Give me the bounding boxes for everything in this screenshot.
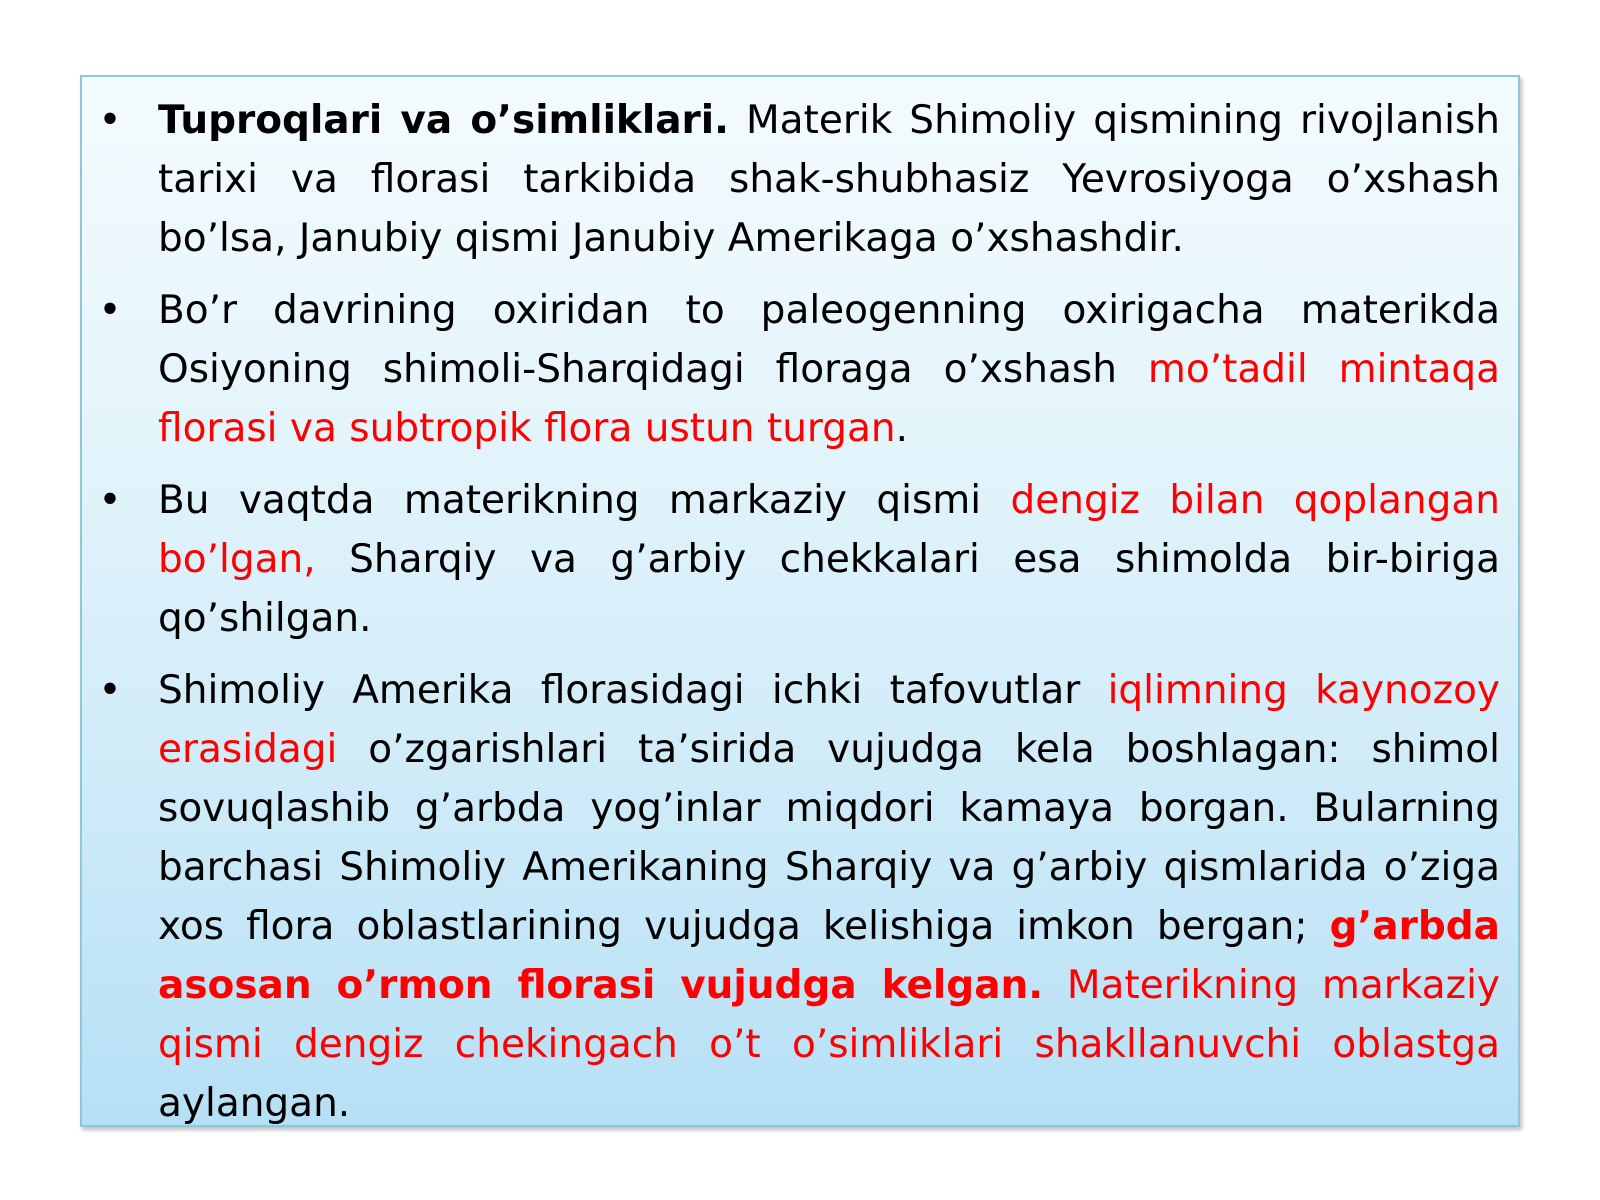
bullet-highlight: dengiz bilan qoplangan bo’lgan, [158,478,1500,582]
bullet-text: Shimoliy Amerika florasidagi ichki tafovutlar [158,668,1108,713]
content-box [80,75,1520,1127]
bullet-dot-icon: • [98,288,122,333]
bullet-item-central-sea [82,471,1500,648]
bullet-dot-icon: • [98,98,122,143]
bullet-text: Materik Shimoliy qismining rivojlanish tarixi va florasi tarkibida shak-shubhasiz Yevrosiyoga o’xshash bo’lsa, Janubiy qismi Janubiy Amerikaga o’xshashdir. [158,98,1500,261]
bullet-highlight: Materikning markaziy qismi dengiz chekingach o’t o’simliklari shakllanuvchi oblastga [158,963,1501,1067]
bullet-item-soils-plants [82,91,1500,268]
bullet-dot-icon: • [98,668,122,713]
bullet-text: . [895,406,909,451]
bullet-text: o’zgarishlari ta’sirida vujudga kela boshlagan: shimol sovuqlashib g’arbda yog’inlar miqdori kamaya borgan. Bularning barchasi Shimoliy Amerikaning Sharqiy va g’arbiy qismlarida o’ziga xos flora oblastlarining vujudga kelishiga imkon bergan; [158,727,1500,949]
bullet-highlight: iqlimning kaynozoy erasidagi [158,668,1501,772]
bullet-heading: Tuproqlari va o’simliklari. [158,98,729,143]
bullet-list [82,77,1518,1133]
bullet-highlight: mo’tadil mintaqa florasi va subtropik flora ustun turgan [158,347,1500,451]
bullet-text: aylangan. [158,1081,351,1126]
bullet-text: Bu vaqtda materikning markaziy qismi [158,478,1011,523]
bullet-dot-icon: • [98,478,122,523]
bullet-item-flora-differences [82,661,1500,1133]
bullet-highlight-bold: g’arbda asosan o’rmon florasi vujudga kelgan. [158,904,1500,1008]
bullet-text: Sharqiy va g’arbiy chekkalari esa shimolda bir-biriga qo’shilgan. [158,537,1500,641]
bullet-item-cretaceous [82,281,1500,458]
bullet-text: Bo’r davrining oxiridan to paleogenning oxirigacha materikda Osiyoning shimoli-Sharqidagi floraga o’xshash [158,288,1500,392]
